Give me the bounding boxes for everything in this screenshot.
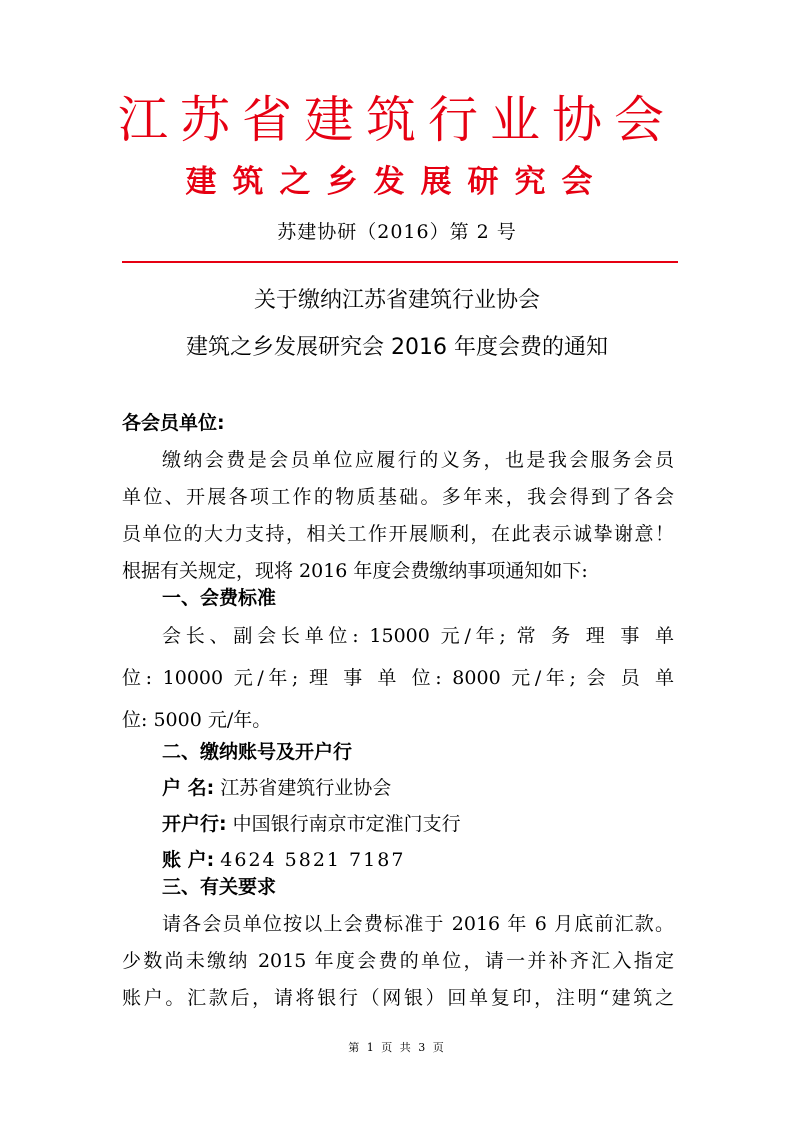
intro-line: 根据有关规定，现将 2016 年度会费缴纳事项通知如下: (122, 560, 588, 582)
section-heading-requirements: 三、有关要求 (162, 876, 277, 898)
organization-name: 江苏省建筑行业协会 (118, 91, 676, 149)
bank-value: 中国银行南京市定淮门支行 (232, 813, 461, 835)
requirements-paragraph (122, 906, 674, 1017)
bank-label: 开户行: (162, 813, 227, 835)
requirements-line: 请各会员单位按以上会费标准于 2016 年 6 月底前汇款。 (162, 913, 674, 935)
fee-line: 会长、副会长单位: 15000 元/年; 常 务 理 事 单 (162, 625, 674, 647)
intro-line: 员单位的大力支持，相关工作开展顺利，在此表示诚挚谢意！ (122, 523, 674, 545)
requirements-line: 账户。汇款后，请将银行（网银）回单复印，注明“建筑之 (122, 987, 674, 1009)
red-divider-line (122, 261, 678, 263)
document-number: 苏建协研（2016）第 2 号 (277, 221, 517, 243)
account-name-row (162, 770, 391, 806)
account-number-value: 4624 5821 7187 (220, 849, 406, 871)
account-name-value: 江苏省建筑行业协会 (220, 777, 392, 799)
addressee: 各会员单位: (122, 412, 225, 434)
intro-line: 缴纳会费是会员单位应履行的义务，也是我会服务会员 (162, 449, 674, 471)
intro-paragraph (122, 442, 674, 590)
sub-organization-name: 建筑之乡发展研究会 (185, 164, 609, 200)
requirements-line: 少数尚未缴纳 2015 年度会费的单位，请一并补齐汇入指定 (122, 950, 674, 972)
fee-line: 位: 10000 元/年; 理 事 单 位: 8000 元/年; 会 员 单 (122, 667, 674, 689)
bank-row (162, 806, 461, 842)
section-heading-account: 二、缴纳账号及开户行 (162, 741, 353, 763)
fee-line: 位: 5000 元/年。 (122, 709, 272, 731)
account-name-label: 户 名: (162, 777, 215, 799)
page-footer: 第 1 页 共 3 页 (348, 1041, 446, 1054)
notice-title-line-1: 关于缴纳江苏省建筑行业协会 (253, 288, 540, 313)
notice-title-line-2: 建筑之乡发展研究会 2016 年度会费的通知 (186, 335, 608, 360)
fee-standard-paragraph (122, 615, 674, 741)
intro-line: 单位、开展各项工作的物质基础。多年来，我会得到了各会 (122, 486, 674, 508)
account-number-label: 账 户: (162, 849, 215, 871)
section-heading-fee-standard: 一、会费标准 (162, 587, 277, 609)
